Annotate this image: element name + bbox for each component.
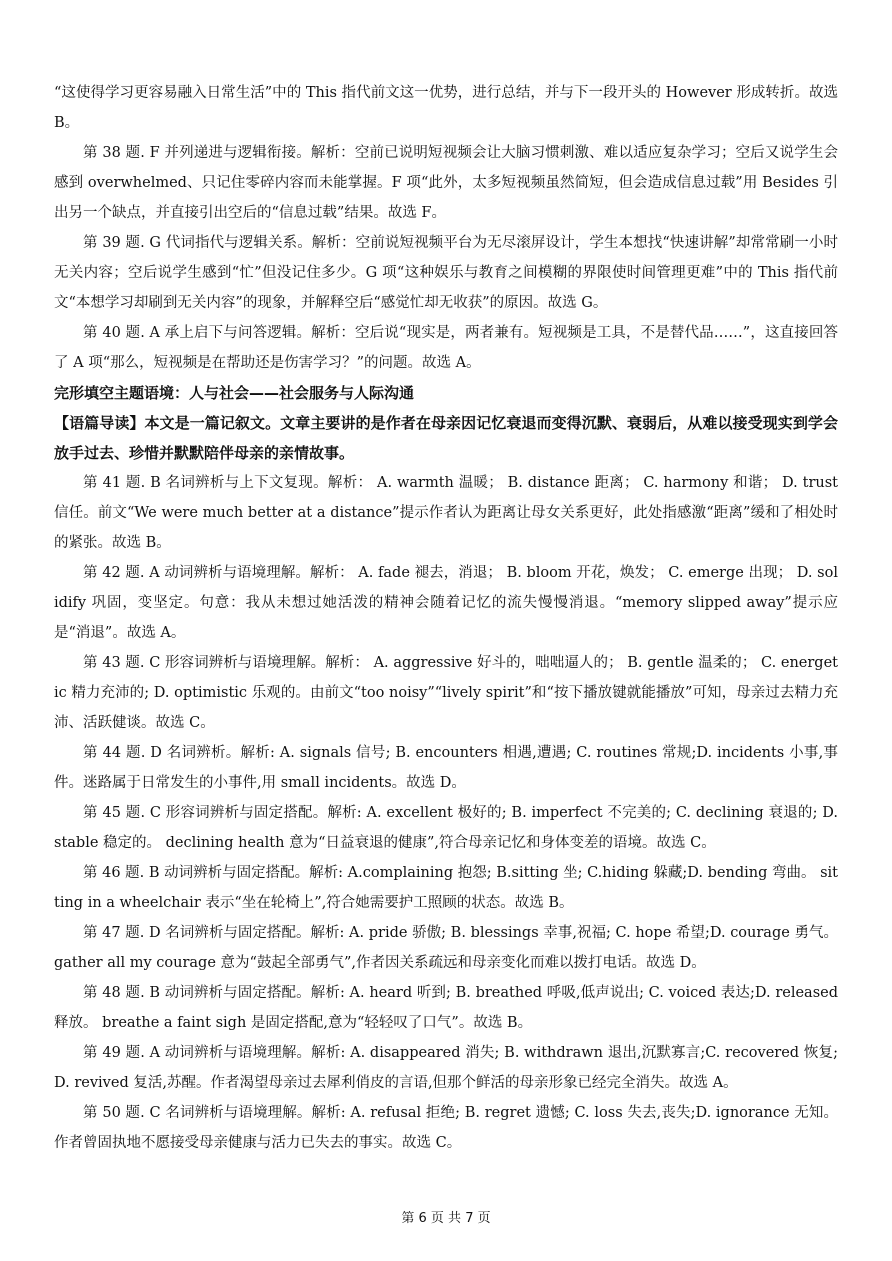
answer-43: 第 43 题. C 形容词辨析与语境理解。解析： A. aggressive 好斗的，咄咄逼人的； B. gentle 温柔的； C. energetic 精力充沛的; D. optimistic 乐观的。由前文“too noisy”“lively spirit”和“按下播放键就能播放”可知，母亲过去精力充沛、活跃健谈。故选 C。 (54, 655, 838, 731)
section-heading: 完形填空主题语境：人与社会——社会服务与人际沟通 (54, 384, 415, 402)
answer-49: 第 49 题. A 动词辨析与语境理解。解析: A. disappeared 消失; B. withdrawn 退出,沉默寡言;C. recovered 恢复; D. revived 复活,苏醒。作者渴望母亲过去犀利俏皮的言语,但那个鲜活的母亲形象已经完全消失。故选 A。 (54, 1045, 838, 1091)
answer-50: 第 50 题. C 名词辨析与语境理解。解析: A. refusal 拒绝; B. regret 遗憾; C. loss 失去,丧失;D. ignorance 无知。作者曾固执地不愿接受母亲健康与活力已失去的事实。故选 C。 (54, 1105, 838, 1151)
answer-44: 第 44 题. D 名词辨析。解析: A. signals 信号; B. encounters 相遇,遭遇; C. routines 常规;D. incidents 小事,事件。迷路属于日常发生的小事件,用 small incidents。故选 D。 (54, 745, 838, 791)
answer-41: 第 41 题. B 名词辨析与上下文复现。解析： A. warmth 温暖； B. distance 距离； C. harmony 和谐； D. trust 信任。前文“We were much better at a distance”提示作者认为距离让母女关系更好，此处指感激“距离”缓和了相处时的紧张。故选 B。 (54, 475, 838, 551)
answer-47: 第 47 题. D 名词辨析与固定搭配。解析: A. pride 骄傲; B. blessings 幸事,祝福; C. hope 希望;D. courage 勇气。 gather all my courage 意为“鼓起全部勇气”,作者因关系疏远和母亲变化而难以拨打电话。故选 D。 (54, 925, 838, 971)
paragraph-continuation: “这使得学习更容易融入日常生活”中的 This 指代前文这一优势，进行总结，并与下一段开头的 However 形成转折。故选 B。 (54, 85, 838, 131)
answer-45: 第 45 题. C 形容词辨析与固定搭配。解析: A. excellent 极好的; B. imperfect 不完美的; C. declining 衰退的; D. stable 稳定的。 declining health 意为“日益衰退的健康”,符合母亲记忆和身体变差的语境。故选 C。 (54, 805, 838, 851)
page-number: 第 6 页 共 7 页 (401, 1211, 491, 1226)
answer-48: 第 48 题. B 动词辨析与固定搭配。解析: A. heard 听到; B. breathed 呼吸,低声说出; C. voiced 表达;D. released 释放。 breathe a faint sigh 是固定搭配,意为“轻轻叹了口气”。故选 B。 (54, 985, 838, 1031)
document-body (54, 78, 838, 1158)
answer-46: 第 46 题. B 动词辨析与固定搭配。解析: A.complaining 抱怨; B.sitting 坐; C.hiding 躲藏;D. bending 弯曲。 sitting in a wheelchair 表示“坐在轮椅上”,符合她需要护工照顾的状态。故选 B。 (54, 865, 838, 911)
answer-38: 第 38 题. F 并列递进与逻辑衔接。解析：空前已说明短视频会让大脑习惯刺激、难以适应复杂学习；空后又说学生会感到 overwhelmed、只记住零碎内容而未能掌握。F 项“此外，太多短视频虽然简短，但会造成信息过载”用 Besides 引出另一个缺点，并直接引出空后的“信息过载”结果。故选 F。 (54, 145, 838, 221)
passage-guide: 【语篇导读】本文是一篇记叙文。文章主要讲的是作者在母亲因记忆衰退而变得沉默、衰弱后，从难以接受现实到学会放手过去、珍惜并默默陪伴母亲的亲情故事。 (54, 414, 838, 462)
answer-42: 第 42 题. A 动词辨析与语境理解。解析： A. fade 褪去，消退； B. bloom 开花，焕发； C. emerge 出现； D. solidify 巩固，变坚定。句意：我从未想过她活泼的精神会随着记忆的流失慢慢消退。“memory slipped away”提示应是“消退”。故选 A。 (54, 565, 838, 641)
answer-39: 第 39 题. G 代词指代与逻辑关系。解析：空前说短视频平台为无尽滚屏设计，学生本想找“快速讲解”却常常刷一小时无关内容；空后说学生感到“忙”但没记住多少。G 项“这种娱乐与教育之间模糊的界限使时间管理更难”中的 This 指代前文“本想学习却刷到无关内容”的现象，并解释空后“感觉忙却无收获”的原因。故选 G。 (54, 235, 838, 311)
answer-40: 第 40 题. A 承上启下与问答逻辑。解析：空后说“现实是，两者兼有。短视频是工具，不是替代品……”，这直接回答了 A 项“那么，短视频是在帮助还是伤害学习？”的问题。故选 A。 (54, 325, 838, 371)
